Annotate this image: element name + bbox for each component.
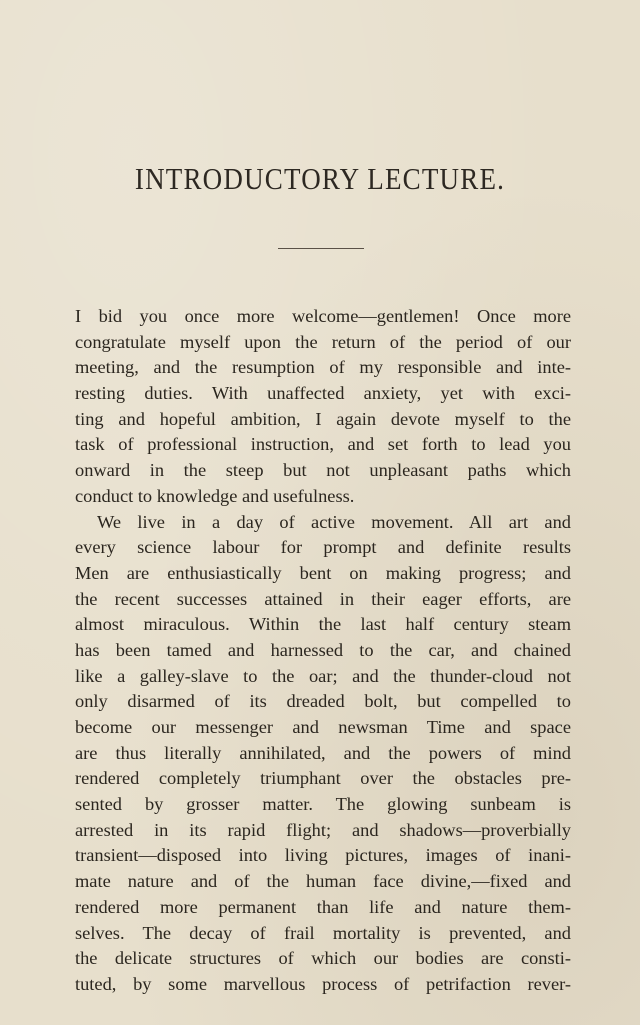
title-divider (278, 248, 364, 249)
text-line: the recent successes attained in their eager efforts, are (75, 588, 571, 609)
lecture-text (75, 304, 571, 998)
text-line: congratulate myself upon the return of the period of our (75, 331, 571, 352)
text-line: transient—disposed into living pictures, images of inani- (75, 845, 571, 866)
text-line: become our messenger and newsman Time and space (75, 717, 571, 737)
text-line: only disarmed of its dreaded bolt, but compelled to (75, 691, 571, 712)
text-line: ting and hopeful ambition, I again devote myself to the (75, 408, 571, 429)
text-line: I bid you once more welcome—gentlemen! Once more (75, 306, 571, 326)
text-line: rendered more permanent than life and nature them- (75, 896, 571, 917)
text-line: the delicate structures of which our bodies are consti- (75, 948, 571, 969)
page-title: INTRODUCTORY LECTURE. (134, 162, 506, 196)
text-line: task of professional instruction, and set forth to lead you (75, 434, 571, 455)
text-line: arrested in its rapid flight; and shadows—proverbially (75, 819, 571, 840)
text-line: Men are enthusiastically bent on making progress; and (75, 562, 571, 583)
text-line: rendered completely triumphant over the obstacles pre- (75, 768, 571, 789)
text-line: We live in a day of active movement. All art and (97, 511, 571, 532)
text-line: almost miraculous. Within the last half century steam (75, 614, 571, 635)
text-line: like a galley-slave to the oar; and the thunder-cloud not (75, 665, 571, 686)
text-line: resting duties. With unaffected anxiety, yet with exci- (75, 383, 571, 404)
text-line: mate nature and of the human face divine,—fixed and (75, 871, 571, 892)
text-line: conduct to knowledge and usefulness. (75, 485, 355, 506)
text-line: sented by grosser matter. The glowing sunbeam is (75, 794, 571, 815)
text-line: onward in the steep but not unpleasant paths which (75, 460, 571, 481)
text-line: are thus literally annihilated, and the powers of mind (75, 742, 571, 763)
text-line: tuted, by some marvellous process of petrifaction rever- (75, 973, 571, 994)
text-line: selves. The decay of frail mortality is prevented, and (75, 922, 571, 943)
text-line: meeting, and the resumption of my responsible and inte- (75, 357, 571, 378)
text-line: has been tamed and harnessed to the car, and chained (75, 639, 571, 660)
text-line: every science labour for prompt and definite results (75, 537, 571, 558)
